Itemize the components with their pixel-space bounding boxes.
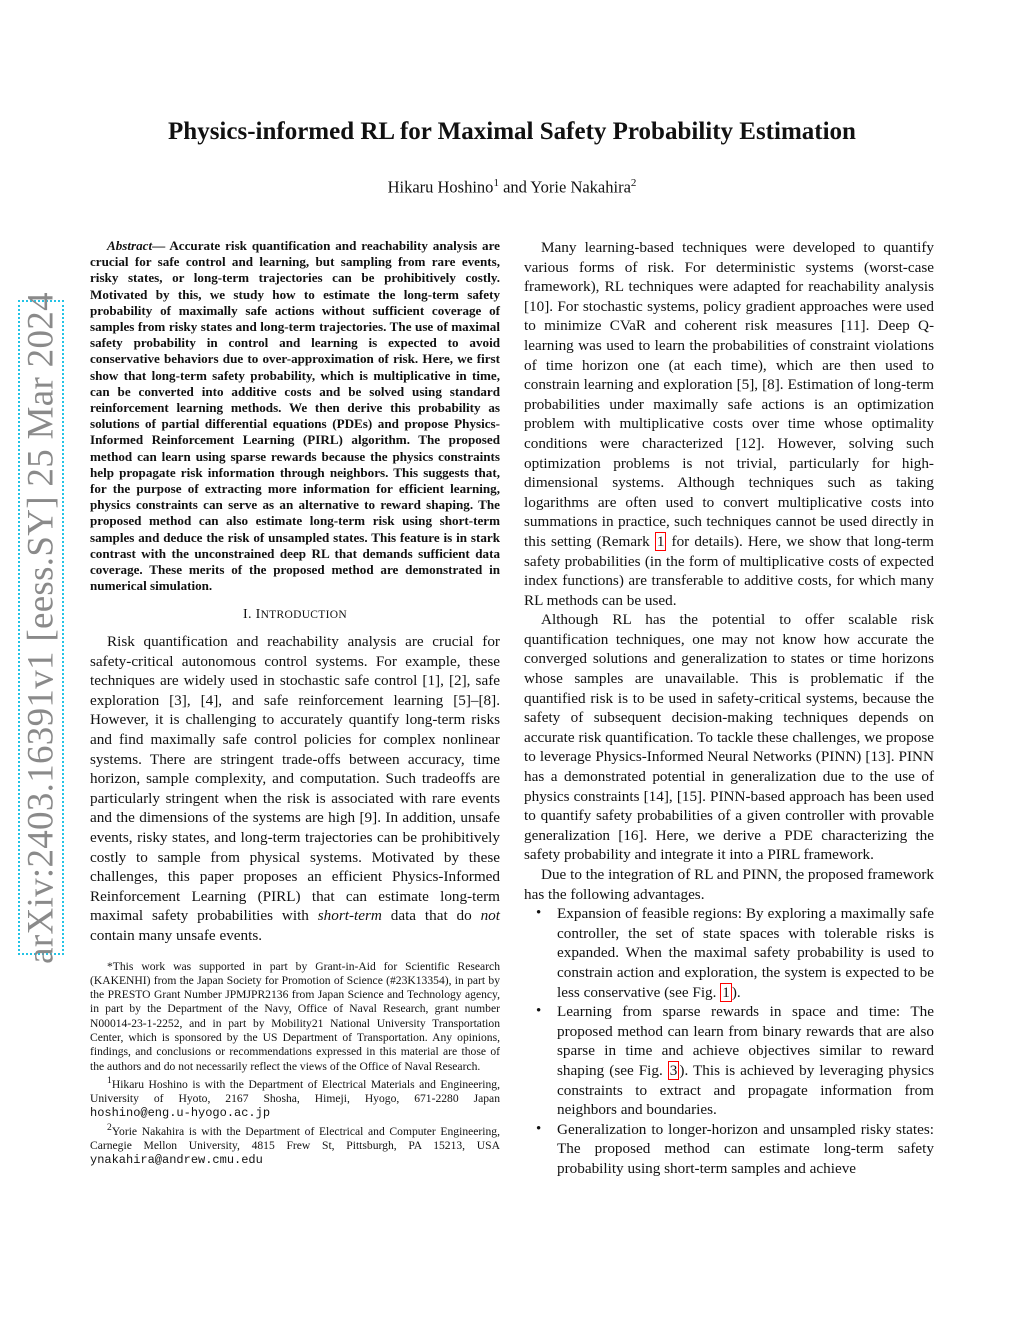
bullet-2-text-b: ). This is achieved by leveraging physics constraints to extract and propagate information from neighbors and boundaries. xyxy=(557,1061,934,1119)
footnote-2-mark: 2 xyxy=(107,1121,112,1133)
bullet-2-text-a: Learning from sparse rewards in space and time: The proposed method can learn from binary rewards that are also sparse in time and achieve objectives similar to reward shaping (see Fig. xyxy=(557,1003,934,1079)
footnote-1-email[interactable]: hoshino@eng.u-hyogo.ac.jp xyxy=(90,1106,271,1121)
paper-title: Physics-informed RL for Maximal Safety Probability Estimation xyxy=(168,118,856,145)
abstract-label: Abstract xyxy=(107,238,153,253)
author-1-affil: 1 xyxy=(493,177,499,189)
footnote-2-email[interactable]: ynakahira@andrew.cmu.edu xyxy=(90,1153,263,1168)
right-paragraph-1 xyxy=(524,238,934,610)
intro-paragraph-1 xyxy=(90,632,500,946)
footnote-2-text: Yorie Nakahira is with the Department of Electrical and Computer Engineering, Carnegie Mellon University, 4815 Frew St, Pittsburgh, PA 15213, USA xyxy=(90,1124,500,1152)
bullet-1-text-a: Expansion of feasible regions: By exploring a maximally safe controller, the set of state spaces with tolerable risks is expanded. When the maximal safety probability is used to constrain action and exploration, the system is expected to be less conservative (see Fig. xyxy=(557,905,934,1001)
intro-text-a: Risk quantification and reachability analysis are crucial for safety-critical autonomous control systems. For example, these techniques are widely used in stochastic safe control [1], [2], safe exploration [3], [4], and safe reinforcement learning [5]–[8]. However, it is challenging to accurately quantify long-term risks and find maximally safe control policies for complex nonlinear systems. There are stringent trade-offs between accuracy, time horizon, sample complexity, and computation. Such tradeoffs are particularly stringent when the risk is associated with rare events and the dimensions of the systems are high [9]. In addition, unsafe events, risky states, and long-term trajectories can be prohibitively costly to sample from physical systems. Motivated by these challenges, this paper proposes an efficient Physics-Informed Reinforcement Learning (PIRL) that can estimate long-term maximal safety probabilities with xyxy=(90,633,500,925)
right-column xyxy=(524,238,934,1179)
bullet-1-text-b: ). xyxy=(731,983,741,1001)
list-item xyxy=(524,1002,934,1120)
section-heading-introduction xyxy=(90,605,500,626)
abstract-text: — Accurate risk quantification and reachability analysis are crucial for safe control and learning, but sampling from rare events, risky states, or long-term trajectories can be prohibitively costly. Motivated by this, we study how to estimate the long-term safety probability of maximally safe actions without sufficient coverage of samples from risky states and long-term trajectories. The use of maximal safety probability in control and learning is expected to avoid conservative behaviors due to over-approximation of risk. Here, we first show that long-term safety probability, which is multiplicative in time, can be converted into additive costs and be solved using standard reinforcement learning methods. We then derive this probability as solutions of partial differential equations (PDEs) and propose Physics-Informed Reinforcement Learning (PIRL) algorithm. The proposed method can learn using sparse rewards because the physics constraints help propagate risk information through neighbors. This suggests that, for the purpose of extracting more information for efficient learning, physics constraints can serve as an alternative to reward shaping. The proposed method can also estimate long-term risk using short-term samples and deduce the risk of unsampled states. This feature is in stark contrast with the unconstrained deep RL that demands sufficient data coverage. These merits of the proposed method are demonstrated in numerical simulation. xyxy=(90,238,500,594)
remark-link[interactable]: 1 xyxy=(656,532,665,550)
figure-3-link[interactable]: 3 xyxy=(669,1061,678,1079)
footnote-affiliation-2 xyxy=(90,1121,500,1168)
intro-emphasis-not: not xyxy=(480,907,500,925)
right-paragraph-3: Due to the integration of RL and PINN, the proposed framework has the following advantages. xyxy=(524,866,934,903)
footnote-1-text: Hikaru Hoshino is with the Department of Electrical Materials and Engineering, University of Hyoto, 2167 Shosha, Himeji, Hyogo, 671-2280 Japan xyxy=(90,1077,500,1106)
arxiv-stamp-text: arXiv:2403.16391v1 [eess.SY] 25 Mar 2024 xyxy=(20,291,62,964)
intro-emphasis-short-term: short-term xyxy=(317,907,382,925)
footnote-affiliation-1 xyxy=(90,1074,500,1121)
advantages-list xyxy=(524,904,934,1178)
right-p1-text-a: Many learning-based techniques were developed to quantify various forms of risk. For deterministic systems (worst-case framework), RL techniques were adapted for reachability analysis [10]. For stochastic systems, policy gradient approaches were used to minimize CVaR and coherent risk measures [11]. Deep Q-learning was used to learn the probabilities of constraint violations of time horizon one (at each time), which are then used to constrain learning and exploration [5], [8]. Estimation of long-term probabilities under maximally safe actions is an optimization problem with multiplicative costs over time whose optimality conditions were characterized [12]. However, solving such optimization problems is not trivial, particularly for high-dimensional systems. Although techniques such as taking logarithms are often used to convert multiplicative costs into summations in practice, such techniques cannot be used directly in this setting (Remark xyxy=(524,239,934,550)
right-p1-text-b: for details). Here, we show that long-term safety probabilities (in the form of multiplicative costs of expected index functions) are transferable to additive costs, for which many RL methods can be used. xyxy=(524,532,935,609)
list-item xyxy=(524,904,934,1002)
section-title-cap: I xyxy=(255,607,261,623)
section-number: I. xyxy=(243,607,256,623)
author-and: and xyxy=(498,177,531,197)
author-line xyxy=(0,177,1024,198)
arxiv-stamp xyxy=(18,291,64,964)
right-paragraph-2: Although RL has the potential to offer scalable risk quantification techniques, one may not know how accurate the converged solutions and generalization to states or time horizons whose samples are unavailable. This is problematic if the quantified risk is to be used in safety-critical systems, because the safety of subsequent decision-making techniques depends on accurate risk quantification. To tackle these challenges, we propose to leverage Physics-Informed Neural Networks (PINN) [13]. PINN has a demonstrated potential in generalization due to the use of physics constraints [14], [15]. PINN-based approach has been used to quantify safety probabilities of a given controller with provable generalization [16]. Here, we derive a PDE characterizing the safety probability and integrate it into a PIRL framework. xyxy=(524,611,934,864)
author-1: Hikaru Hoshino xyxy=(387,177,494,197)
left-column xyxy=(90,238,500,1167)
author-2-affil: 2 xyxy=(630,177,637,189)
figure-1-link[interactable]: 1 xyxy=(722,983,730,1001)
section-title-rest: NTRODUCTION xyxy=(260,609,347,622)
author-2: Yorie Nakahira xyxy=(530,177,631,197)
intro-text-c: contain many unsafe events. xyxy=(90,926,263,944)
abstract xyxy=(90,238,500,594)
footnote-funding: *This work was supported in part by Grant-in-Aid for Scientific Research (KAKENHI) from the Japan Society for Promotion of Science (#23K13354), in part by the PRESTO Grant Number JPMJPR2136 from Japan Science and Technology agency, in part by the Department of the Navy, Office of Naval Research, grant number N00014-23-1-2252, and in part by Mobility21 National University Transportation Center, which is sponsored by the US Department of Transportation. Any opinions, findings, and conclusions or recommendations expressed in this material are those of the authors and do not necessarily reflect the views of the Office of Naval Research. xyxy=(90,959,500,1073)
footnote-1-mark: 1 xyxy=(107,1074,112,1086)
list-item: • Generalization to longer-horizon and unsampled risky states: The proposed method can estimate long-term safety probability using short-term samples and achieve xyxy=(524,1120,934,1179)
intro-text-b: data that do xyxy=(381,907,481,925)
